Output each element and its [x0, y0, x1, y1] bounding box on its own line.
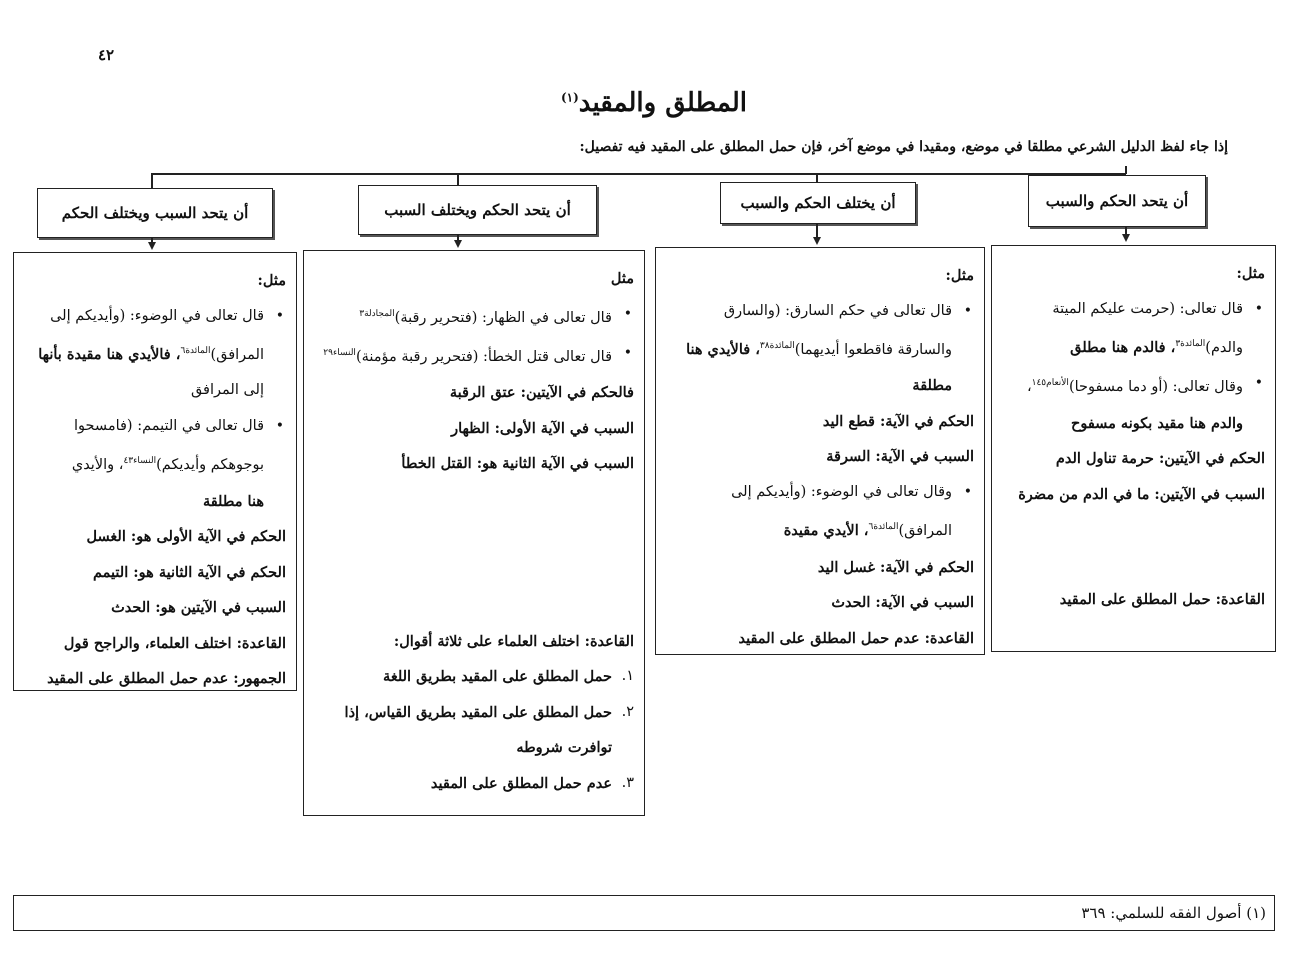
ruling-text: الحكم في الآية الأولى هو: الغسل [86, 528, 286, 546]
opinion-text: توافرت شروطه [516, 739, 612, 757]
verse-line: • قال تعالى في حكم السارق: (والسارق [723, 302, 952, 319]
verse-text: بوجوهكم وأيديكم) [156, 457, 264, 474]
verse-ref: النساء٤٣ [123, 456, 157, 467]
verse-comment: ، الأيدي مقيدة [783, 522, 869, 540]
intro-text: إذا جاء لفظ الدليل الشرعي مطلقا في موضع، ومقيدا في موضع آخر، فإن حمل المطلق على المقيد فيه تفصيل: [579, 139, 1228, 155]
footnote-box [13, 895, 1275, 931]
arrow-shaft-2 [816, 223, 818, 237]
verse-line: والدم هنا مقيد بكونه مسفوح [1071, 414, 1243, 432]
verse-text: والسارقة فاقطعوا أيديهما) [794, 341, 952, 358]
ruling-text: فالحكم في الآيتين: عتق الرقبة [449, 384, 634, 402]
arrow-down-icon [454, 240, 462, 248]
example-label: مثل: [945, 267, 974, 284]
title-footnote-ref: (١) [560, 90, 579, 105]
opinion-item-1 [312, 659, 634, 695]
cause-text: السبب في الآية الأولى: الظهار [451, 419, 634, 437]
verse-comment: ، فالدم هنا مطلق [1070, 338, 1176, 356]
ruling-text: الحكم في الآية: غسل اليد [817, 558, 974, 576]
ruling-text: الحكم في الآيتين: حرمة تناول الدم [1055, 450, 1265, 468]
verse-ref: الأنعام١٤٥ [1031, 378, 1069, 389]
verse-text: المرافق) [898, 523, 952, 540]
verse-text: والدم) [1205, 339, 1243, 356]
verse-line [1000, 327, 1243, 366]
verse-ref: المجادلة٣ [359, 308, 395, 319]
opinion-item-2 [312, 695, 634, 766]
category-box-same-ruling-same-cause [1028, 175, 1206, 227]
verse-line: • وقال تعالى: (أو دما مسفوحا)$^{الأنعام١٤٥}$، [1026, 378, 1243, 396]
verse-text: قال تعالى قتل الخطأ: (فتحرير رقبة مؤمنة) [355, 348, 612, 365]
verse-line [22, 444, 264, 483]
detail-box-same-cause-diff-ruling [13, 252, 297, 691]
title-text: المطلق والمقيد [578, 88, 748, 118]
verse-line: • قال تعالى في التيمم: (فامسحوا [74, 417, 264, 434]
arrow-down-icon [1122, 234, 1130, 242]
verse-line: • قال تعالى: (حرمت عليكم الميتة [1052, 300, 1243, 317]
page-number: ٤٢ [98, 46, 115, 64]
arrow-down-icon [813, 237, 821, 245]
verse-comment: ، فالأيدي هنا [686, 340, 760, 358]
opinion-item-3 [312, 766, 634, 802]
verse-line [22, 334, 264, 373]
cause-text: السبب في الآية: الحدث [831, 594, 974, 612]
page-title [0, 88, 1308, 118]
ruling-text: الحكم في الآية: قطع اليد [822, 412, 974, 430]
rule-text: الجمهور: عدم حمل المطلق على المقيد [47, 670, 286, 688]
verse-line: مطلقة [912, 377, 952, 395]
connector-drop-3 [457, 173, 459, 185]
example-verse-1 [664, 294, 974, 404]
rule-text: القاعدة: اختلف العلماء، والراجح قول [63, 634, 286, 652]
verse-comment: ، والأيدي [71, 457, 124, 474]
example-verse-2 [1000, 366, 1265, 441]
example-verse-2 [22, 409, 286, 519]
verse-ref: المائدة٣ [1175, 339, 1206, 349]
verse-comment: ، فالأيدي هنا مقيدة بأنها [38, 345, 181, 363]
cause-text: السبب في الآية: السرقة [826, 448, 974, 466]
arrow-down-icon [148, 242, 156, 250]
verse-ref: المائدة٦ [180, 346, 211, 356]
verse-line [664, 510, 952, 549]
connector-drop-1 [1125, 166, 1127, 174]
example-verse-1 [1000, 292, 1265, 367]
connector-drop-2 [816, 173, 818, 182]
opinion-number: ٢. [621, 703, 634, 720]
rule-text: القاعدة: عدم حمل المطلق على المقيد [738, 629, 974, 647]
cause-text: السبب في الآيتين هو: الحدث [111, 599, 286, 617]
verse-line: • وقال تعالى في الوضوء: (وأيديكم إلى [731, 483, 952, 500]
connector-horizontal [151, 173, 1126, 175]
example-verse-1 [312, 297, 634, 336]
verse-line: إلى المرافق [190, 382, 264, 399]
rule-text: القاعدة: حمل المطلق على المقيد [1059, 591, 1265, 609]
verse-ref: المائدة٣٨ [759, 341, 795, 351]
category-label: أن يختلف الحكم والسبب [740, 194, 896, 212]
arrow-shaft-1 [1125, 226, 1127, 234]
cause-text: السبب في الآية الثانية هو: القتل الخطأ [401, 455, 634, 473]
example-verse-2 [312, 336, 634, 375]
detail-box-different-ruling-cause [655, 247, 985, 655]
connector-drop-4 [151, 173, 153, 188]
opinion-text: حمل المطلق على المقيد بطريق اللغة [383, 668, 612, 686]
category-label: أن يتحد الحكم ويختلف السبب [384, 201, 571, 219]
footnote-text: (١) أصول الفقه للسلمي: ٣٦٩ [1081, 904, 1266, 922]
verse-text: وقال تعالى: (أو دما مسفوحا) [1068, 379, 1243, 396]
category-label: أن يتحد الحكم والسبب [1045, 192, 1189, 210]
category-label: أن يتحد السبب ويختلف الحكم [61, 204, 249, 222]
example-label: مثل: [1236, 265, 1265, 282]
verse-line [312, 336, 612, 375]
rule-text: القاعدة: اختلف العلماء على ثلاثة أقوال: [393, 632, 634, 650]
verse-line: هنا مطلقة [202, 492, 264, 510]
detail-box-same-ruling-diff-cause [303, 250, 645, 816]
verse-line: • قال تعالى في الوضوء: (وأيديكم إلى [50, 307, 264, 324]
verse-text: المرافق) [210, 346, 264, 363]
verse-line [312, 297, 612, 336]
category-box-same-ruling-diff-cause [358, 185, 597, 235]
example-verse-1 [22, 299, 286, 409]
opinion-number: ١. [621, 668, 634, 685]
category-box-same-cause-diff-ruling [37, 188, 273, 238]
category-box-different-ruling-cause [720, 182, 916, 224]
ruling-text: الحكم في الآية الثانية هو: التيمم [93, 563, 286, 581]
example-verse-2 [664, 475, 974, 550]
opinion-text: عدم حمل المطلق على المقيد [430, 774, 612, 792]
example-label: مثل [610, 270, 634, 287]
cause-text: السبب في الآيتين: ما في الدم من مضرة [1018, 485, 1265, 503]
opinion-text: حمل المطلق على المقيد بطريق القياس، إذا [344, 703, 612, 721]
detail-box-same-ruling-same-cause [991, 245, 1276, 652]
verse-ref: المائدة٦ [868, 522, 899, 533]
verse-text: قال تعالى في الظهار: (فتحرير رقبة) [394, 309, 612, 326]
opinion-number: ٣. [621, 774, 634, 791]
verse-ref: النساء٢٩ [323, 347, 356, 358]
example-label: مثل: [257, 272, 286, 289]
verse-line [664, 329, 952, 368]
